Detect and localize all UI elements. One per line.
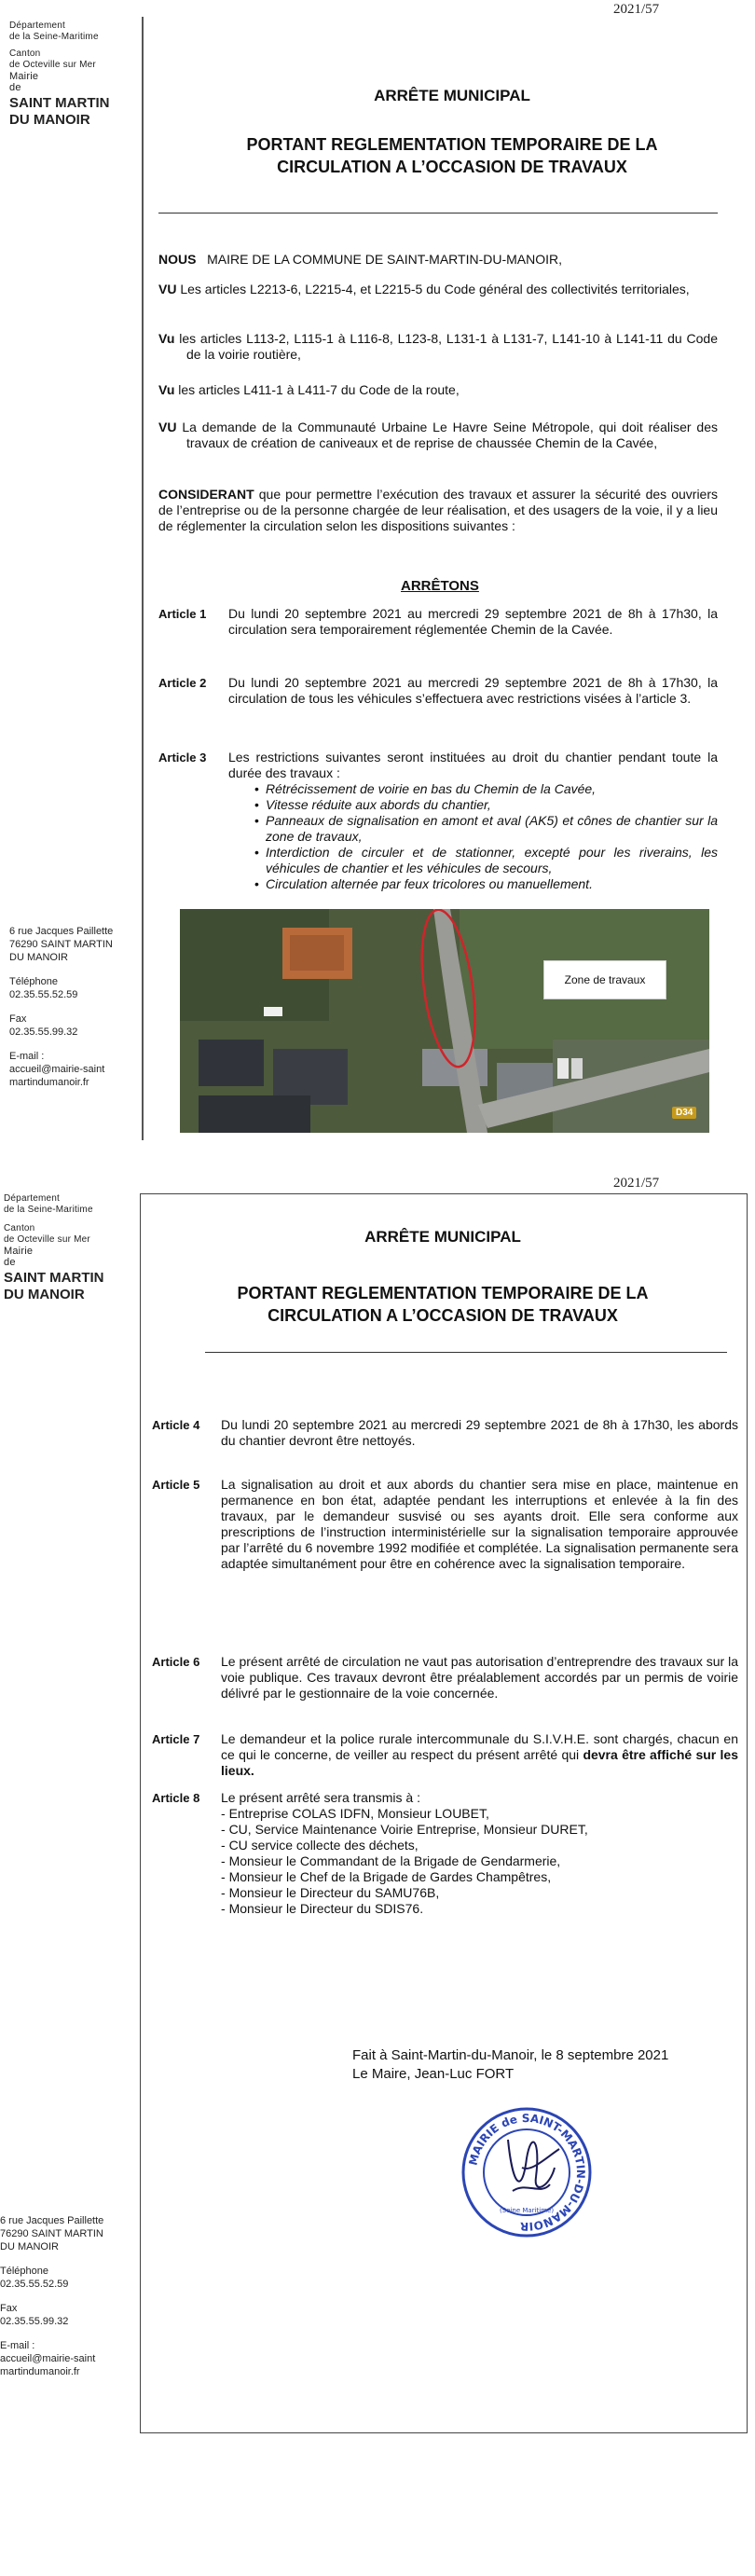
phone-number: 02.35.55.52.59 xyxy=(9,989,78,1000)
vu-2-text: les articles L113-2, L115-1 à L116-8, L123-8, L131-1 à L131-7, L141-10 à L141-11 du Code de la voirie routière, xyxy=(179,331,719,362)
document-page-1 xyxy=(0,0,755,1170)
address-line-3: DU MANOIR xyxy=(9,952,68,963)
nous-text: MAIRE DE LA COMMUNE DE SAINT-MARTIN-DU-MANOIR, xyxy=(207,252,563,267)
recipient-item: - Monsieur le Chef de la Brigade de Gardes Champêtres, xyxy=(221,1869,738,1885)
restriction-item: • Vitesse réduite aux abords du chantier, xyxy=(266,797,718,813)
address-line-1: 6 rue Jacques Paillette xyxy=(0,2215,104,2226)
vu-1-text: Les articles L2213-6, L2215-4, et L2215-5 du Code général des collectivités territoriales, xyxy=(180,282,690,296)
sidebar-de: de xyxy=(4,1257,16,1268)
official-stamp xyxy=(457,2102,597,2242)
article-8-label: Article 8 xyxy=(152,1791,200,1805)
document-subtitle-line-2: CIRCULATION A L’OCCASION DE TRAVAUX xyxy=(277,158,627,176)
closing-place-date: Fait à Saint-Martin-du-Manoir, le 8 septembre 2021 xyxy=(352,2047,669,2063)
address-line-2: 76290 SAINT MARTIN xyxy=(9,939,113,950)
nous-keyword: NOUS xyxy=(158,252,197,267)
fax-number: 02.35.55.99.32 xyxy=(9,1026,78,1038)
fax-number: 02.35.55.99.32 xyxy=(0,2316,69,2327)
sidebar-canton: Canton xyxy=(9,48,41,59)
preamble-vu-2 xyxy=(158,331,718,363)
article-7-text-start: Le demandeur et la police rurale intercommunale du S.I.V.H.E. sont chargés, chacun en ce qui le concerne, de veiller au respect du présent arrêté qui xyxy=(221,1731,738,1762)
sidebar-departement: Département xyxy=(9,21,66,31)
article-3-intro: Les restrictions suivantes seront instituées au droit du chantier pendant toute la durée des travaux : xyxy=(228,750,718,780)
fax-label: Fax xyxy=(9,1013,27,1025)
article-1-label: Article 1 xyxy=(158,607,207,621)
preamble-considerant xyxy=(158,487,718,534)
address-line-2: 76290 SAINT MARTIN xyxy=(0,2228,103,2239)
header-rule xyxy=(158,213,718,214)
article-4-text: Du lundi 20 septembre 2021 au mercredi 29 septembre 2021 de 8h à 17h30, les abords du chantier devront être nettoyés. xyxy=(221,1417,738,1448)
mairie-sidebar-page-2 xyxy=(4,1193,139,1303)
recipient-item: - Entreprise COLAS IDFN, Monsieur LOUBET, xyxy=(221,1806,738,1822)
article-6-text: Le présent arrêté de circulation ne vaut pas autorisation d’entreprendre des travaux sur la voie publique. Ces travaux devront être préalablement accordés par un permis de voirie délivré par le gestionnaire de la voie concernée. xyxy=(221,1654,738,1701)
arretons-heading: ARRÊTONS xyxy=(401,578,479,594)
article-3-label: Article 3 xyxy=(158,751,207,765)
vu-3-keyword: Vu xyxy=(158,382,175,397)
article-1-text: Du lundi 20 septembre 2021 au mercredi 29 septembre 2021 de 8h à 17h30, la circulation sera temporairement réglementée Chemin de la Cavée. xyxy=(228,606,718,637)
sidebar-seine-maritime: de la Seine-Maritime xyxy=(9,32,99,42)
phone-label: Téléphone xyxy=(9,976,58,987)
recipient-item: - Monsieur le Commandant de la Brigade de Gendarmerie, xyxy=(221,1853,738,1869)
fax-label: Fax xyxy=(0,2303,18,2314)
document-subtitle-line-1-page-2: PORTANT REGLEMENTATION TEMPORAIRE DE LA xyxy=(237,1284,649,1302)
email-line-1: accueil@mairie-saint xyxy=(0,2353,96,2364)
sidebar-mairie: Mairie xyxy=(4,1246,34,1257)
article-4-label: Article 4 xyxy=(152,1418,200,1432)
address-line-3: DU MANOIR xyxy=(0,2241,59,2252)
address-line-1: 6 rue Jacques Paillette xyxy=(9,926,114,937)
sidebar-de: de xyxy=(9,82,21,93)
stamp-seal-icon xyxy=(457,2102,597,2242)
vu-2-keyword: Vu xyxy=(158,331,175,346)
header-rule-page-2 xyxy=(205,1352,727,1353)
document-title-page-2: ARRÊTE MUNICIPAL xyxy=(364,1228,521,1246)
document-subtitle-line-2-page-2: CIRCULATION A L’OCCASION DE TRAVAUX xyxy=(268,1306,618,1325)
restriction-item: • Circulation alternée par feux tricolores ou manuellement. xyxy=(266,876,718,892)
article-6-label: Article 6 xyxy=(152,1655,200,1669)
restriction-item: • Rétrécissement de voirie en bas du Chemin de la Cavée, xyxy=(266,781,718,797)
article-5-text: La signalisation au droit et aux abords du chantier sera mise en place, maintenue en permanence en bon état, adaptée pendant les interruptions et enlevée à la fin des travaux, par le demandeur susvisé ou ses ayants droit. Elle sera conforme aux prescriptions de l’instruction interministérielle sur la signalisation temporaire approuvée par l’arrêté du 6 novembre 1992 modifiée et complétée. La signalisation permanente sera adaptée simultanément pour être en cohérence avec la signalisation temporaire. xyxy=(221,1477,738,1571)
article-7-text-bold: devra être affiché sur les lieux. xyxy=(221,1747,738,1778)
sidebar-commune-name-2: DU MANOIR xyxy=(9,112,90,128)
article-7-label: Article 7 xyxy=(152,1732,200,1746)
document-title: ARRÊTE MUNICIPAL xyxy=(374,87,530,104)
document-page-2 xyxy=(0,1170,755,2576)
vu-4-text: La demande de la Communauté Urbaine Le Havre Seine Métropole, qui doit réaliser des travaux de création de caniveaux et de reprise de chaussée Chemin de la Cavée, xyxy=(182,420,718,450)
recipients-list xyxy=(221,1806,738,1917)
considerant-keyword: CONSIDERANT xyxy=(158,487,254,502)
mairie-sidebar xyxy=(9,21,140,129)
recipient-item: - Monsieur le Directeur du SDIS76. xyxy=(221,1901,738,1917)
reference-number: 2021/57 xyxy=(613,2,660,17)
work-zone-label: Zone de travaux xyxy=(543,960,666,999)
mairie-contact-page-2 xyxy=(0,2214,130,2378)
svg-text:MAIRIE de SAINT-MARTIN-DU-MANO: MAIRIE de SAINT-MARTIN-DU-MANOIR xyxy=(466,2111,588,2234)
restriction-item: • Interdiction de circuler et de stationner, excepté pour les riverains, les véhicules de chantier et les véhicules de secours, xyxy=(266,845,718,876)
sidebar-commune-name-1: SAINT MARTIN xyxy=(9,95,110,111)
email-line-2: martindumanoir.fr xyxy=(9,1077,89,1088)
preamble-vu-1 xyxy=(158,282,718,297)
sidebar-canton: Canton xyxy=(4,1223,35,1233)
phone-label: Téléphone xyxy=(0,2266,48,2277)
article-2-label: Article 2 xyxy=(158,676,207,690)
closing-block xyxy=(352,2046,668,2084)
document-subtitle-line-1: PORTANT REGLEMENTATION TEMPORAIRE DE LA xyxy=(246,135,658,154)
mairie-contact xyxy=(9,925,135,1089)
article-5-label: Article 5 xyxy=(152,1478,200,1492)
recipient-item: - Monsieur le Directeur du SAMU76B, xyxy=(221,1885,738,1901)
sidebar-commune-name-2: DU MANOIR xyxy=(4,1287,85,1302)
sidebar-divider xyxy=(142,17,144,1140)
article-3-text xyxy=(228,750,718,892)
article-8-intro: Le présent arrêté sera transmis à : xyxy=(221,1790,420,1805)
road-badge: D34 xyxy=(672,1107,696,1119)
phone-number: 02.35.55.52.59 xyxy=(0,2279,69,2290)
article-2-text: Du lundi 20 septembre 2021 au mercredi 29 septembre 2021 de 8h à 17h30, la circulation de tous les véhicules s’effectuera avec restrictions visées à l’article 3. xyxy=(228,675,718,706)
sidebar-departement: Département xyxy=(4,1193,61,1204)
article-7-text xyxy=(221,1731,738,1779)
closing-signatory: Le Maire, Jean-Luc FORT xyxy=(352,2066,515,2082)
email-label: E-mail : xyxy=(0,2340,35,2351)
recipient-item: - CU, Service Maintenance Voirie Entreprise, Monsieur DURET, xyxy=(221,1822,738,1838)
sidebar-mairie: Mairie xyxy=(9,71,39,82)
vu-4-keyword: VU xyxy=(158,420,177,434)
email-label: E-mail : xyxy=(9,1051,45,1062)
email-line-1: accueil@mairie-saint xyxy=(9,1064,105,1075)
considerant-text: que pour permettre l’exécution des travaux et assurer la sécurité des ouvriers de l’entreprise ou de la personne chargée de leur réalisation, et des usagers de la voie, il y a lieu de réglementer la circulation selon les dispositions suivantes : xyxy=(158,487,719,533)
aerial-map-image xyxy=(180,909,709,1133)
preamble-nous xyxy=(158,252,718,268)
vu-keyword: VU xyxy=(158,282,177,296)
email-line-2: martindumanoir.fr xyxy=(0,2366,80,2377)
preamble-vu-3 xyxy=(158,382,718,398)
preamble-vu-4 xyxy=(158,420,718,451)
sidebar-seine-maritime: de la Seine-Maritime xyxy=(4,1205,93,1215)
recipient-item: - CU service collecte des déchets, xyxy=(221,1838,738,1853)
sidebar-canton-name: de Octeville sur Mer xyxy=(9,60,96,70)
restrictions-list xyxy=(228,781,718,892)
reference-number-page-2: 2021/57 xyxy=(613,1176,660,1191)
restriction-item: • Panneaux de signalisation en amont et aval (AK5) et cônes de chantier sur la zone de travaux, xyxy=(266,813,718,845)
sidebar-canton-name: de Octeville sur Mer xyxy=(4,1234,90,1245)
svg-text:(Seine Maritime): (Seine Maritime) xyxy=(499,2207,555,2214)
aerial-map xyxy=(180,909,709,1133)
vu-3-text: les articles L411-1 à L411-7 du Code de la route, xyxy=(178,382,460,397)
article-8-text xyxy=(221,1790,738,1917)
sidebar-commune-name-1: SAINT MARTIN xyxy=(4,1270,104,1286)
